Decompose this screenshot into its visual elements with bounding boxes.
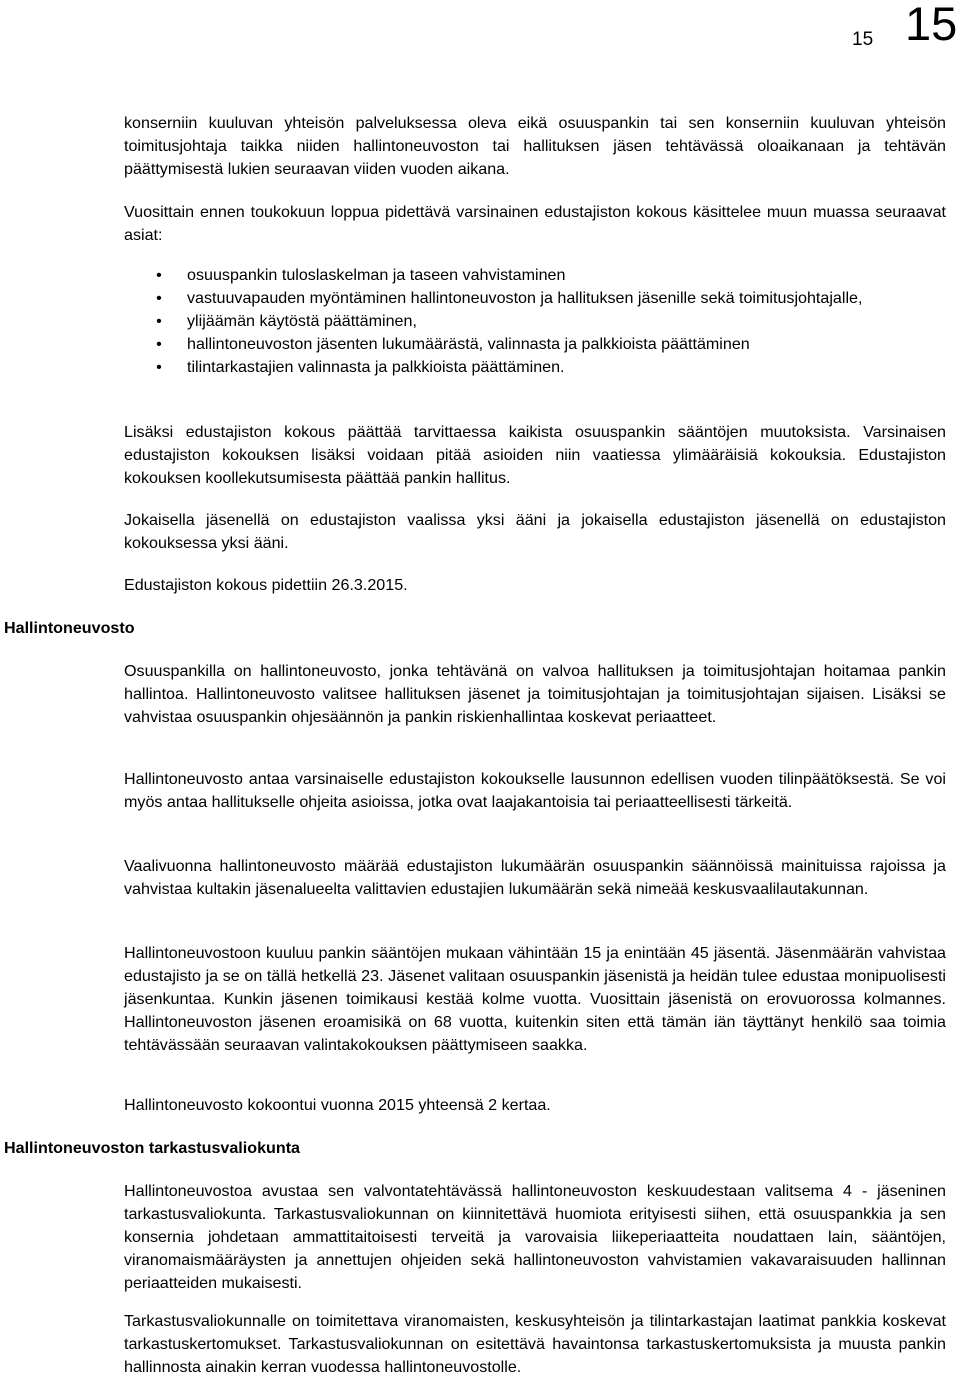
section-heading-audit-committee: Hallintoneuvoston tarkastusvaliokunta xyxy=(4,1139,301,1157)
bullet-icon: • xyxy=(156,289,162,307)
page-number-small: 15 xyxy=(852,29,874,50)
paragraph-board-statement: Hallintoneuvosto antaa varsinaiselle edustajiston kokoukselle lausunnon edellisen vuoden tilinpäätöksestä. Se voi myös antaa hallitukselle ohjeita asioissa, jotka ovat laajakantoisia tai periaatteellisesti tärkeitä. xyxy=(124,770,946,811)
paragraph-election-year: Vaalivuonna hallintoneuvosto määrää edustajiston lukumäärän osuuspankin säännöissä mainituissa rajoissa ja vahvistaa kultakin jäsenalueelta valittavien edustajien lukumäärän sekä nimeää keskusvaalilautakunnan. xyxy=(124,857,946,898)
list-item: • tilintarkastajien valinnasta ja palkkioista päättäminen. xyxy=(154,356,946,379)
paragraph-member-eligibility: konserniin kuuluvan yhteisön palveluksessa oleva eikä osuuspankin tai sen konserniin kuuluvan yhteisön toimitusjohtaja taikka niiden hallintoneuvoston tai hallituksen jäsen tehtävässä oloaikanaan ja tehtävän päättymisestä lukien seuraavan viiden vuoden aikana. xyxy=(124,114,946,178)
page-number-large: 15 xyxy=(905,0,958,50)
list-item: • hallintoneuvoston jäsenten lukumäärästä, valinnasta ja palkkioista päättäminen xyxy=(154,333,946,356)
bullet-icon: • xyxy=(156,266,162,284)
paragraph-voting: Jokaisella jäsenellä on edustajiston vaalissa yksi ääni ja jokaisella edustajiston jäsenellä on edustajiston kokouksessa yksi ääni. xyxy=(124,511,946,552)
list-item: • osuuspankin tuloslaskelman ja taseen vahvistaminen xyxy=(154,264,946,287)
paragraph-rule-changes: Lisäksi edustajiston kokous päättää tarvittaessa kaikista osuuspankin sääntöjen muutoksista. Varsinaisen edustajiston kokouksen lisäksi voidaan pitää asioiden niin vaatiessa ylimääräisiä kokouksia. Edustajiston kokouksen koollekutsumisesta päättää pankin hallitus. xyxy=(124,423,946,487)
bullet-icon: • xyxy=(156,358,162,376)
agenda-list xyxy=(154,264,946,379)
section-heading-board: Hallintoneuvosto xyxy=(4,619,135,637)
paragraph-meeting-date: Edustajiston kokous pidettiin 26.3.2015. xyxy=(124,576,408,594)
paragraph-board-duties: Osuuspankilla on hallintoneuvosto, jonka tehtävänä on valvoa hallituksen ja toimitusjohtajan hoitamaa pankin hallintoa. Hallintoneuvosto valitsee hallituksen jäsenet ja toimitusjohtajan ja toimitusjohtajan sijaisen. Lisäksi se vahvistaa osuuspankin ohjesäännön ja pankin riskienhallintaa koskevat periaatteet. xyxy=(124,662,946,726)
bullet-icon: • xyxy=(156,312,162,330)
bullet-icon: • xyxy=(156,335,162,353)
paragraph-board-meetings: Hallintoneuvosto kokoontui vuonna 2015 yhteensä 2 kertaa. xyxy=(124,1096,551,1114)
list-item: • ylijäämän käytöstä päättäminen, xyxy=(154,310,946,333)
list-item: • vastuuvapauden myöntäminen hallintoneuvoston ja hallituksen jäsenille sekä toimitusjohtajalle, xyxy=(154,287,946,310)
paragraph-board-membership: Hallintoneuvostoon kuuluu pankin sääntöjen mukaan vähintään 15 ja enintään 45 jäsentä. Jäsenmäärän vahvistaa edustajisto ja se on tällä hetkellä 23. Jäsenet valitaan osuuspankin jäsenistä ja heidän tulee edustaa monipuolisesti jäsenkuntaa. Kunkin jäsenen toimikausi kestää kolme vuotta. Vuosittain jäsenistä on erovuorossa kolmannes. Hallintoneuvoston jäsenen eroamisikä on 68 vuotta, kuitenkin siten että tämän iän täyttänyt henkilö saa toimia tehtävässään seuraavan valintakokouksen päättymiseen saakka. xyxy=(124,944,946,1054)
paragraph-audit-reports: Tarkastusvaliokunnalle on toimitettava viranomaisten, keskusyhteisön ja tilintarkastajan laatimat pankkia koskevat tarkastuskertomukset. Tarkastusvaliokunnan on esitettävä havaintonsa tarkastuskertomuksista ja muusta pankin hallinnosta ainakin kerran vuodessa hallintoneuvostolle. xyxy=(124,1312,946,1376)
paragraph-annual-meeting-intro: Vuosittain ennen toukokuun loppua pidettävä varsinainen edustajiston kokous käsittelee muun muassa seuraavat asiat: xyxy=(124,203,946,244)
paragraph-audit-committee-role: Hallintoneuvostoa avustaa sen valvontatehtävässä hallintoneuvoston keskuudestaan valitsema 4 - jäseninen tarkastusvaliokunta. Tarkastusvaliokunnan on kiinnitettävä huomiota erityisesti siihen, että osuuspankkia ja sen konsernia johdetaan ammattitaitoisesti terveitä ja varovaisia liikeperiaatteita noudattaen lain, sääntöjen, viranomaismääräysten ja annettujen ohjeiden sekä hallintoneuvoston vahvistamien vakavaraisuuden hallinnan periaatteiden mukaisesti. xyxy=(124,1182,946,1292)
